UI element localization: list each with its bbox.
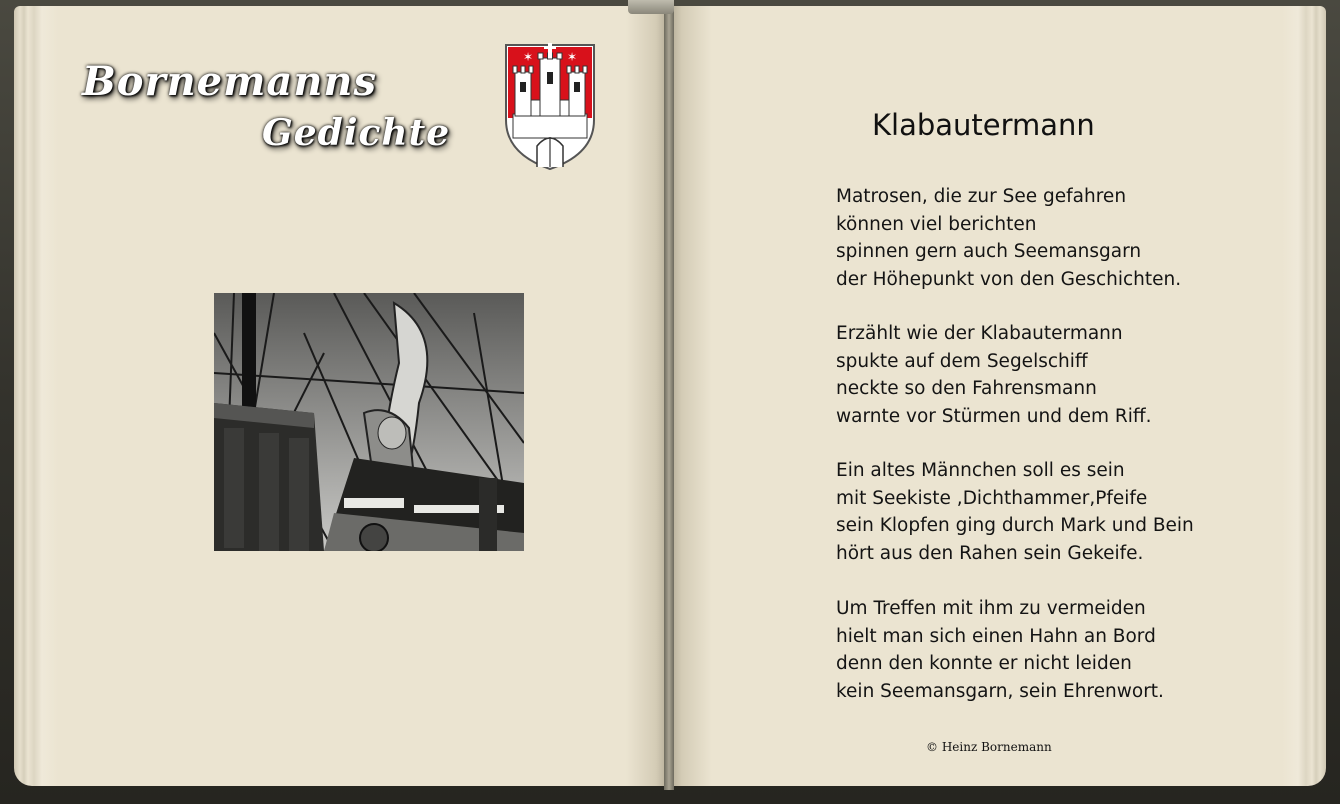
poem-line: spukte auf dem Segelschiff (836, 350, 1088, 372)
poem-line: warnte vor Stürmen und dem Riff. (836, 405, 1152, 427)
poem-line: neckte so den Fahrensmann (836, 378, 1097, 399)
poem-line: spinnen gern auch Seemansgarn (836, 241, 1142, 262)
stanza-3 (836, 457, 1194, 567)
svg-text:✶: ✶ (567, 50, 578, 64)
book-spine (664, 0, 674, 790)
poem-line: denn den konnte er nicht leiden (836, 653, 1132, 674)
stanza-1 (836, 183, 1181, 293)
hamburg-coat-of-arms-icon (503, 42, 597, 172)
poem-line: Erzählt wie der Klabautermann (836, 323, 1123, 344)
poem-line: hört aus den Rahen sein Gekeife. (836, 542, 1144, 564)
poem-title: Klabautermann (872, 108, 1095, 142)
stanza-4 (836, 595, 1164, 705)
poem-line: Ein altes Männchen soll es sein (836, 460, 1125, 481)
site-title-line-2: Gedichte (262, 112, 451, 154)
poem-line: Matrosen, die zur See gefahren (836, 186, 1127, 207)
site-title-line-1: Bornemanns (82, 58, 378, 105)
poem-line: können viel berichten (836, 213, 1037, 235)
copyright-notice: © Heinz Bornemann (926, 740, 1052, 754)
poem-line: kein Seemansgarn, sein Ehrenwort. (836, 680, 1164, 702)
stanza-2 (836, 320, 1151, 430)
poem-line: Um Treffen mit ihm zu vermeiden (836, 598, 1146, 619)
poem-line: hielt man sich einen Hahn an Bord (836, 625, 1156, 647)
poem-line: mit Seekiste ,Dichthammer,Pfeife (836, 487, 1148, 509)
poem-line: der Höhepunkt von den Geschichten. (836, 268, 1182, 290)
poem-line: sein Klopfen ging durch Mark und Bein (836, 515, 1194, 536)
ship-deck-illustration (214, 293, 524, 551)
book-clasp (628, 0, 674, 14)
svg-text:✶: ✶ (523, 50, 534, 64)
